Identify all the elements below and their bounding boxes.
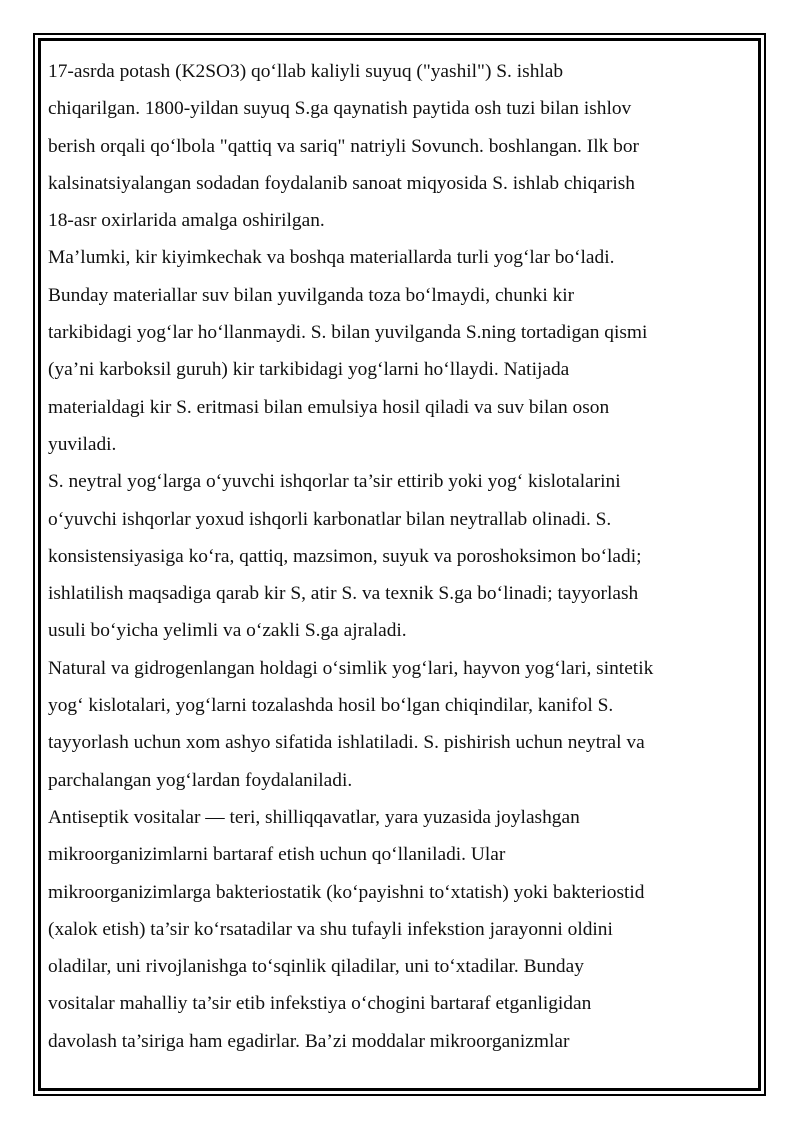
text-line: 18-asr oxirlarida amalga oshirilgan.	[48, 210, 325, 232]
text-line: chiqarilgan. 1800-yildan suyuq S.ga qaynatish paytida osh tuzi bilan ishlov	[48, 98, 632, 120]
document-body	[48, 53, 748, 1060]
text-line: yog‘ kislotalari, yog‘larni tozalashda hosil bo‘lgan chiqindilar, kanifol S.	[48, 695, 614, 717]
text-line: usuli bo‘yicha yelimli va o‘zakli S.ga ajraladi.	[48, 620, 407, 642]
text-line: (ya’ni karboksil guruh) kir tarkibidagi yog‘larni ho‘llaydi. Natijada	[48, 359, 570, 381]
text-line: tarkibidagi yog‘lar ho‘llanmaydi. S. bilan yuvilganda S.ning tortadigan qismi	[48, 322, 648, 344]
text-line: tayyorlash uchun xom ashyo sifatida ishlatiladi. S. pishirish uchun neytral va	[48, 732, 645, 754]
text-line: (xalok etish) ta’sir ko‘rsatadilar va shu tufayli infekstion jarayonni oldini	[48, 918, 613, 940]
text-line: berish orqali qo‘lbola "qattiq va sariq" natriyli Sovunch. boshlangan. Ilk bor	[48, 135, 639, 157]
text-line: mikroorganizimlarni bartaraf etish uchun qo‘llaniladi. Ular	[48, 844, 506, 866]
text-line: konsistensiyasiga ko‘ra, qattiq, mazsimon, suyuk va poroshoksimon bo‘ladi;	[48, 545, 642, 567]
text-line: materialdagi kir S. eritmasi bilan emulsiya hosil qiladi va suv bilan oson	[48, 396, 610, 418]
text-line: o‘yuvchi ishqorlar yoxud ishqorli karbonatlar bilan neytrallab olinadi. S.	[48, 508, 612, 530]
text-line: Bunday materiallar suv bilan yuvilganda toza bo‘lmaydi, chunki kir	[48, 284, 575, 306]
text-line: Antiseptik vositalar — teri, shilliqqavatlar, yara yuzasida joylashgan	[48, 806, 580, 828]
text-line: 17-asrda potash (K2SO3) qo‘llab kaliyli suyuq ("yashil") S. ishlab	[48, 61, 564, 82]
text-line: vositalar mahalliy ta’sir etib infekstiya o‘chogini bartaraf etganligidan	[48, 993, 592, 1015]
text-line: Ma’lumki, kir kiyimkechak va boshqa materiallarda turli yog‘lar bo‘ladi.	[48, 247, 615, 269]
text-line: oladilar, uni rivojlanishga to‘sqinlik qiladilar, uni to‘xtadilar. Bunday	[48, 956, 584, 978]
text-line: davolash ta’siriga ham egadirlar. Ba’zi moddalar mikroorganizmlar	[48, 1030, 570, 1052]
text-line: mikroorganizimlarga bakteriostatik (ko‘payishni to‘xtatish) yoki bakteriostid	[48, 881, 645, 903]
text-line: ishlatilish maqsadiga qarab kir S, atir S. va texnik S.ga bo‘linadi; tayyorlash	[48, 583, 639, 605]
text-line: yuviladi.	[48, 433, 117, 455]
text-line: kalsinatsiyalangan sodadan foydalanib sanoat miqyosida S. ishlab chiqarish	[48, 172, 635, 194]
text-line: S. neytral yog‘larga o‘yuvchi ishqorlar ta’sir ettirib yoki yog‘ kislotalarini	[48, 471, 621, 493]
text-line: parchalangan yog‘lardan foydalaniladi.	[48, 769, 353, 791]
text-line: Natural va gidrogenlangan holdagi o‘simlik yog‘lari, hayvon yog‘lari, sintetik	[48, 657, 654, 679]
